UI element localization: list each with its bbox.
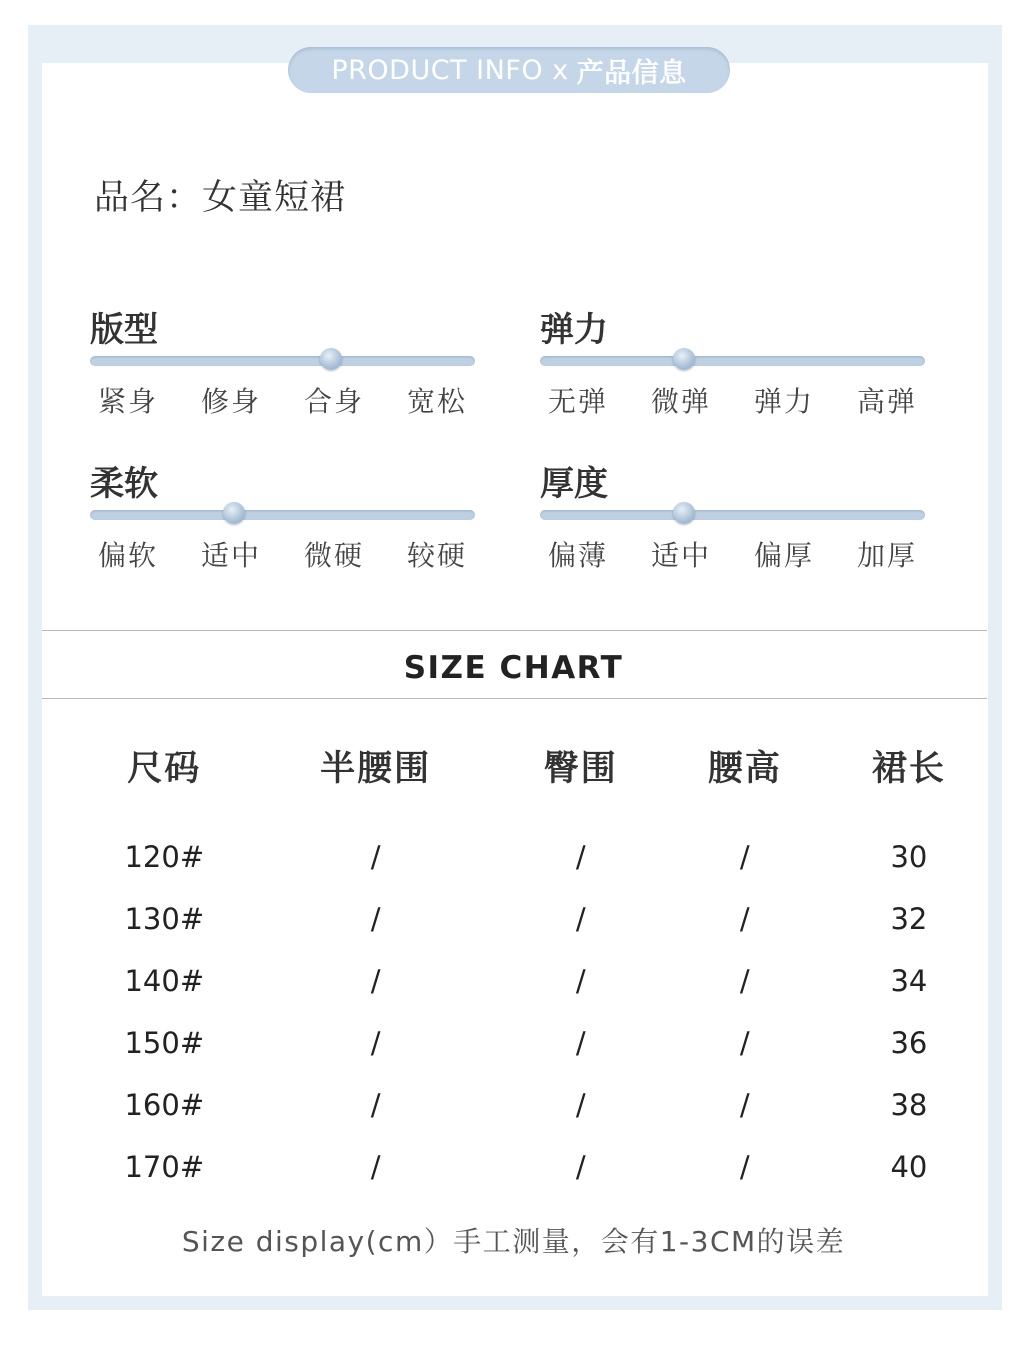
table-cell: / bbox=[370, 1026, 381, 1060]
table-row bbox=[76, 1074, 991, 1136]
attribute-option: 紧身 bbox=[98, 385, 159, 418]
table-cell: / bbox=[575, 1088, 586, 1122]
table-cell: / bbox=[575, 902, 586, 936]
product-name-label: 品名： bbox=[94, 178, 203, 218]
attribute-option: 微弹 bbox=[650, 385, 711, 418]
column-header: 臀围 bbox=[543, 749, 618, 789]
table-row bbox=[76, 950, 991, 1012]
table-row bbox=[76, 1136, 991, 1198]
column-header: 尺码 bbox=[127, 749, 202, 789]
product-name-value: 女童短裙 bbox=[202, 178, 347, 218]
table-cell: 130# bbox=[124, 902, 205, 936]
column-header: 裙长 bbox=[871, 749, 946, 789]
attribute-scale bbox=[540, 356, 925, 366]
attribute-fit bbox=[90, 302, 475, 420]
product-info-banner bbox=[288, 47, 730, 93]
table-cell: 150# bbox=[124, 1026, 205, 1060]
scale-indicator bbox=[673, 348, 695, 370]
table-row bbox=[76, 802, 991, 888]
attribute-option: 微硬 bbox=[303, 539, 364, 572]
column-header: 腰高 bbox=[707, 749, 782, 789]
product-name-line bbox=[94, 170, 346, 220]
table-cell: / bbox=[575, 1026, 586, 1060]
attribute-option: 偏厚 bbox=[753, 539, 814, 572]
size-table-header-row bbox=[76, 730, 991, 802]
banner-english: PRODUCT INFO x bbox=[331, 54, 569, 86]
attribute-title: 厚度 bbox=[540, 464, 608, 504]
attribute-elasticity bbox=[540, 302, 925, 420]
size-chart-title: SIZE CHART bbox=[403, 650, 624, 686]
table-cell: 38 bbox=[890, 1088, 928, 1122]
table-cell: / bbox=[370, 902, 381, 936]
scale-indicator bbox=[320, 348, 342, 370]
table-row bbox=[76, 1012, 991, 1074]
attribute-option: 无弹 bbox=[548, 385, 609, 418]
table-cell: 160# bbox=[124, 1088, 205, 1122]
table-cell: 34 bbox=[890, 964, 928, 998]
divider bbox=[42, 630, 987, 631]
attribute-title: 弹力 bbox=[540, 310, 608, 350]
table-cell: 36 bbox=[890, 1026, 928, 1060]
table-cell: / bbox=[370, 1088, 381, 1122]
table-cell: 120# bbox=[124, 840, 205, 874]
table-cell: 140# bbox=[124, 964, 205, 998]
attribute-title: 柔软 bbox=[90, 464, 158, 504]
attribute-option: 修身 bbox=[200, 385, 261, 418]
table-cell: / bbox=[575, 840, 586, 874]
attribute-option: 较硬 bbox=[406, 539, 467, 572]
table-cell: / bbox=[370, 1150, 381, 1184]
attribute-option: 适中 bbox=[200, 539, 261, 572]
attribute-softness bbox=[90, 456, 475, 574]
column-header: 半腰围 bbox=[320, 749, 432, 789]
scale-indicator bbox=[673, 502, 695, 524]
attribute-option: 弹力 bbox=[753, 385, 814, 418]
table-cell: / bbox=[575, 1150, 586, 1184]
table-row bbox=[76, 888, 991, 950]
attribute-scale bbox=[90, 356, 475, 366]
attribute-option: 宽松 bbox=[406, 385, 467, 418]
table-cell: / bbox=[575, 964, 586, 998]
scale-indicator bbox=[223, 502, 245, 524]
table-cell: / bbox=[739, 840, 750, 874]
attribute-scale bbox=[540, 510, 925, 520]
attribute-option: 合身 bbox=[303, 385, 364, 418]
table-cell: 32 bbox=[890, 902, 928, 936]
table-cell: / bbox=[739, 902, 750, 936]
attribute-title: 版型 bbox=[90, 310, 158, 350]
table-cell: / bbox=[370, 964, 381, 998]
table-cell: / bbox=[739, 1026, 750, 1060]
attribute-thickness bbox=[540, 456, 925, 574]
table-cell: 30 bbox=[890, 840, 928, 874]
table-cell: 40 bbox=[890, 1150, 928, 1184]
attribute-option: 适中 bbox=[650, 539, 711, 572]
attribute-option: 偏软 bbox=[98, 539, 159, 572]
size-table bbox=[76, 730, 991, 1198]
attribute-option: 高弹 bbox=[856, 385, 917, 418]
table-cell: / bbox=[370, 840, 381, 874]
table-cell: / bbox=[739, 1150, 750, 1184]
table-cell: / bbox=[739, 964, 750, 998]
attribute-option: 加厚 bbox=[856, 539, 917, 572]
banner-chinese: 产品信息 bbox=[576, 57, 687, 89]
table-cell: 170# bbox=[124, 1150, 205, 1184]
measurement-note: Size display(cm）手工测量，会有1-3CM的误差 bbox=[181, 1225, 846, 1258]
attribute-scale bbox=[90, 510, 475, 520]
divider bbox=[42, 698, 987, 699]
attribute-option: 偏薄 bbox=[548, 539, 609, 572]
table-cell: / bbox=[739, 1088, 750, 1122]
